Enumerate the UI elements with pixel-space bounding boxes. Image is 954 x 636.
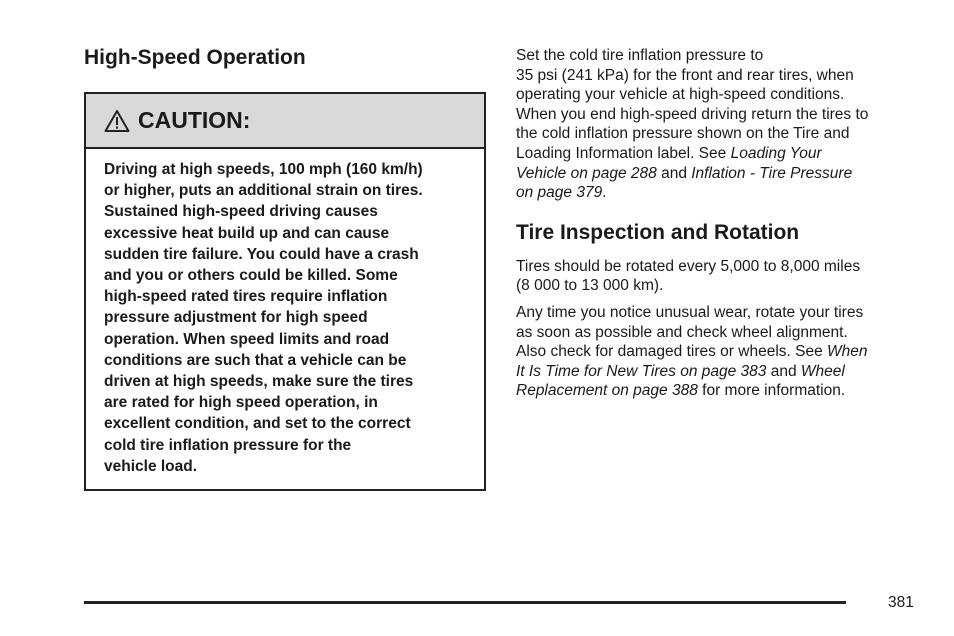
text-line: the cold inflation pressure shown on the Tire and xyxy=(516,125,850,143)
text-line xyxy=(516,381,918,401)
caution-header xyxy=(86,94,484,149)
caution-line: Sustained high-speed driving causes xyxy=(104,203,378,221)
reference-link[interactable]: Wheel xyxy=(800,362,845,380)
caution-line: Driving at high speeds, 100 mph (160 km/h) xyxy=(104,161,423,178)
reference-link[interactable]: Replacement on page 388 xyxy=(516,382,698,400)
text-span: for more information. xyxy=(697,382,846,400)
rotation-paragraph xyxy=(516,257,918,296)
caution-line: operation. When speed limits and road xyxy=(104,330,390,348)
text-line: Set the cold tire inflation pressure to xyxy=(516,47,764,64)
text-span: Loading Information label. See xyxy=(516,144,731,162)
text-span: Also check for damaged tires or wheels. See xyxy=(516,343,828,361)
caution-box xyxy=(84,92,486,491)
caution-text xyxy=(86,149,484,489)
reference-link[interactable]: Inflation - Tire Pressure xyxy=(691,164,853,182)
warning-triangle-icon xyxy=(104,109,130,133)
caution-line: driven at high speeds, make sure the tires xyxy=(104,373,414,391)
caution-line: sudden tire failure. You could have a crash xyxy=(104,245,419,263)
text-line xyxy=(516,144,918,164)
caution-line: or higher, puts an additional strain on tires. xyxy=(104,182,423,200)
text-line: operating your vehicle at high-speed conditions. xyxy=(516,86,845,104)
reference-link[interactable]: on page 379 xyxy=(516,184,603,202)
text-span: . xyxy=(602,184,607,202)
page-number: 381 xyxy=(888,594,914,611)
caution-line: are rated for high speed operation, in xyxy=(104,394,378,412)
caution-title: CAUTION: xyxy=(138,107,251,133)
left-column xyxy=(84,44,486,491)
caution-line: and you or others could be killed. Some xyxy=(104,267,398,285)
text-line: as soon as possible and check wheel alignment. xyxy=(516,323,848,341)
text-line xyxy=(516,362,918,382)
reference-link[interactable]: When xyxy=(827,343,868,361)
text-line: Any time you notice unusual wear, rotate your tires xyxy=(516,303,864,321)
text-line: Tires should be rotated every 5,000 to 8,000 miles xyxy=(516,257,861,275)
text-line: 35 psi (241 kPa) for the front and rear tires, when xyxy=(516,66,854,84)
wear-paragraph xyxy=(516,303,918,401)
text-span: and xyxy=(656,164,692,182)
caution-line: high-speed rated tires require inflation xyxy=(104,288,388,306)
text-line xyxy=(516,183,918,203)
reference-link[interactable]: Loading Your xyxy=(730,144,822,162)
caution-line: excessive heat build up and can cause xyxy=(104,224,390,242)
caution-line: pressure adjustment for high speed xyxy=(104,309,368,327)
text-line xyxy=(516,164,918,184)
caution-line: excellent condition, and set to the correct xyxy=(104,415,411,433)
text-line xyxy=(516,342,918,362)
reference-link[interactable]: It Is Time for New Tires on page 383 xyxy=(516,362,767,380)
caution-line: vehicle load. xyxy=(104,457,198,475)
text-line: When you end high-speed driving return the tires to xyxy=(516,105,869,123)
caution-line: conditions are such that a vehicle can be xyxy=(104,351,407,369)
text-span: and xyxy=(766,362,801,380)
reference-link[interactable]: Vehicle on page 288 xyxy=(516,164,657,182)
text-line: (8 000 to 13 000 km). xyxy=(516,277,664,295)
caution-line: cold tire inflation pressure for the xyxy=(104,436,352,454)
section-heading: High-Speed Operation xyxy=(84,46,306,69)
right-column xyxy=(516,46,918,401)
section-heading: Tire Inspection and Rotation xyxy=(516,220,800,244)
footer-rule xyxy=(84,601,846,604)
inflation-paragraph xyxy=(516,46,918,203)
